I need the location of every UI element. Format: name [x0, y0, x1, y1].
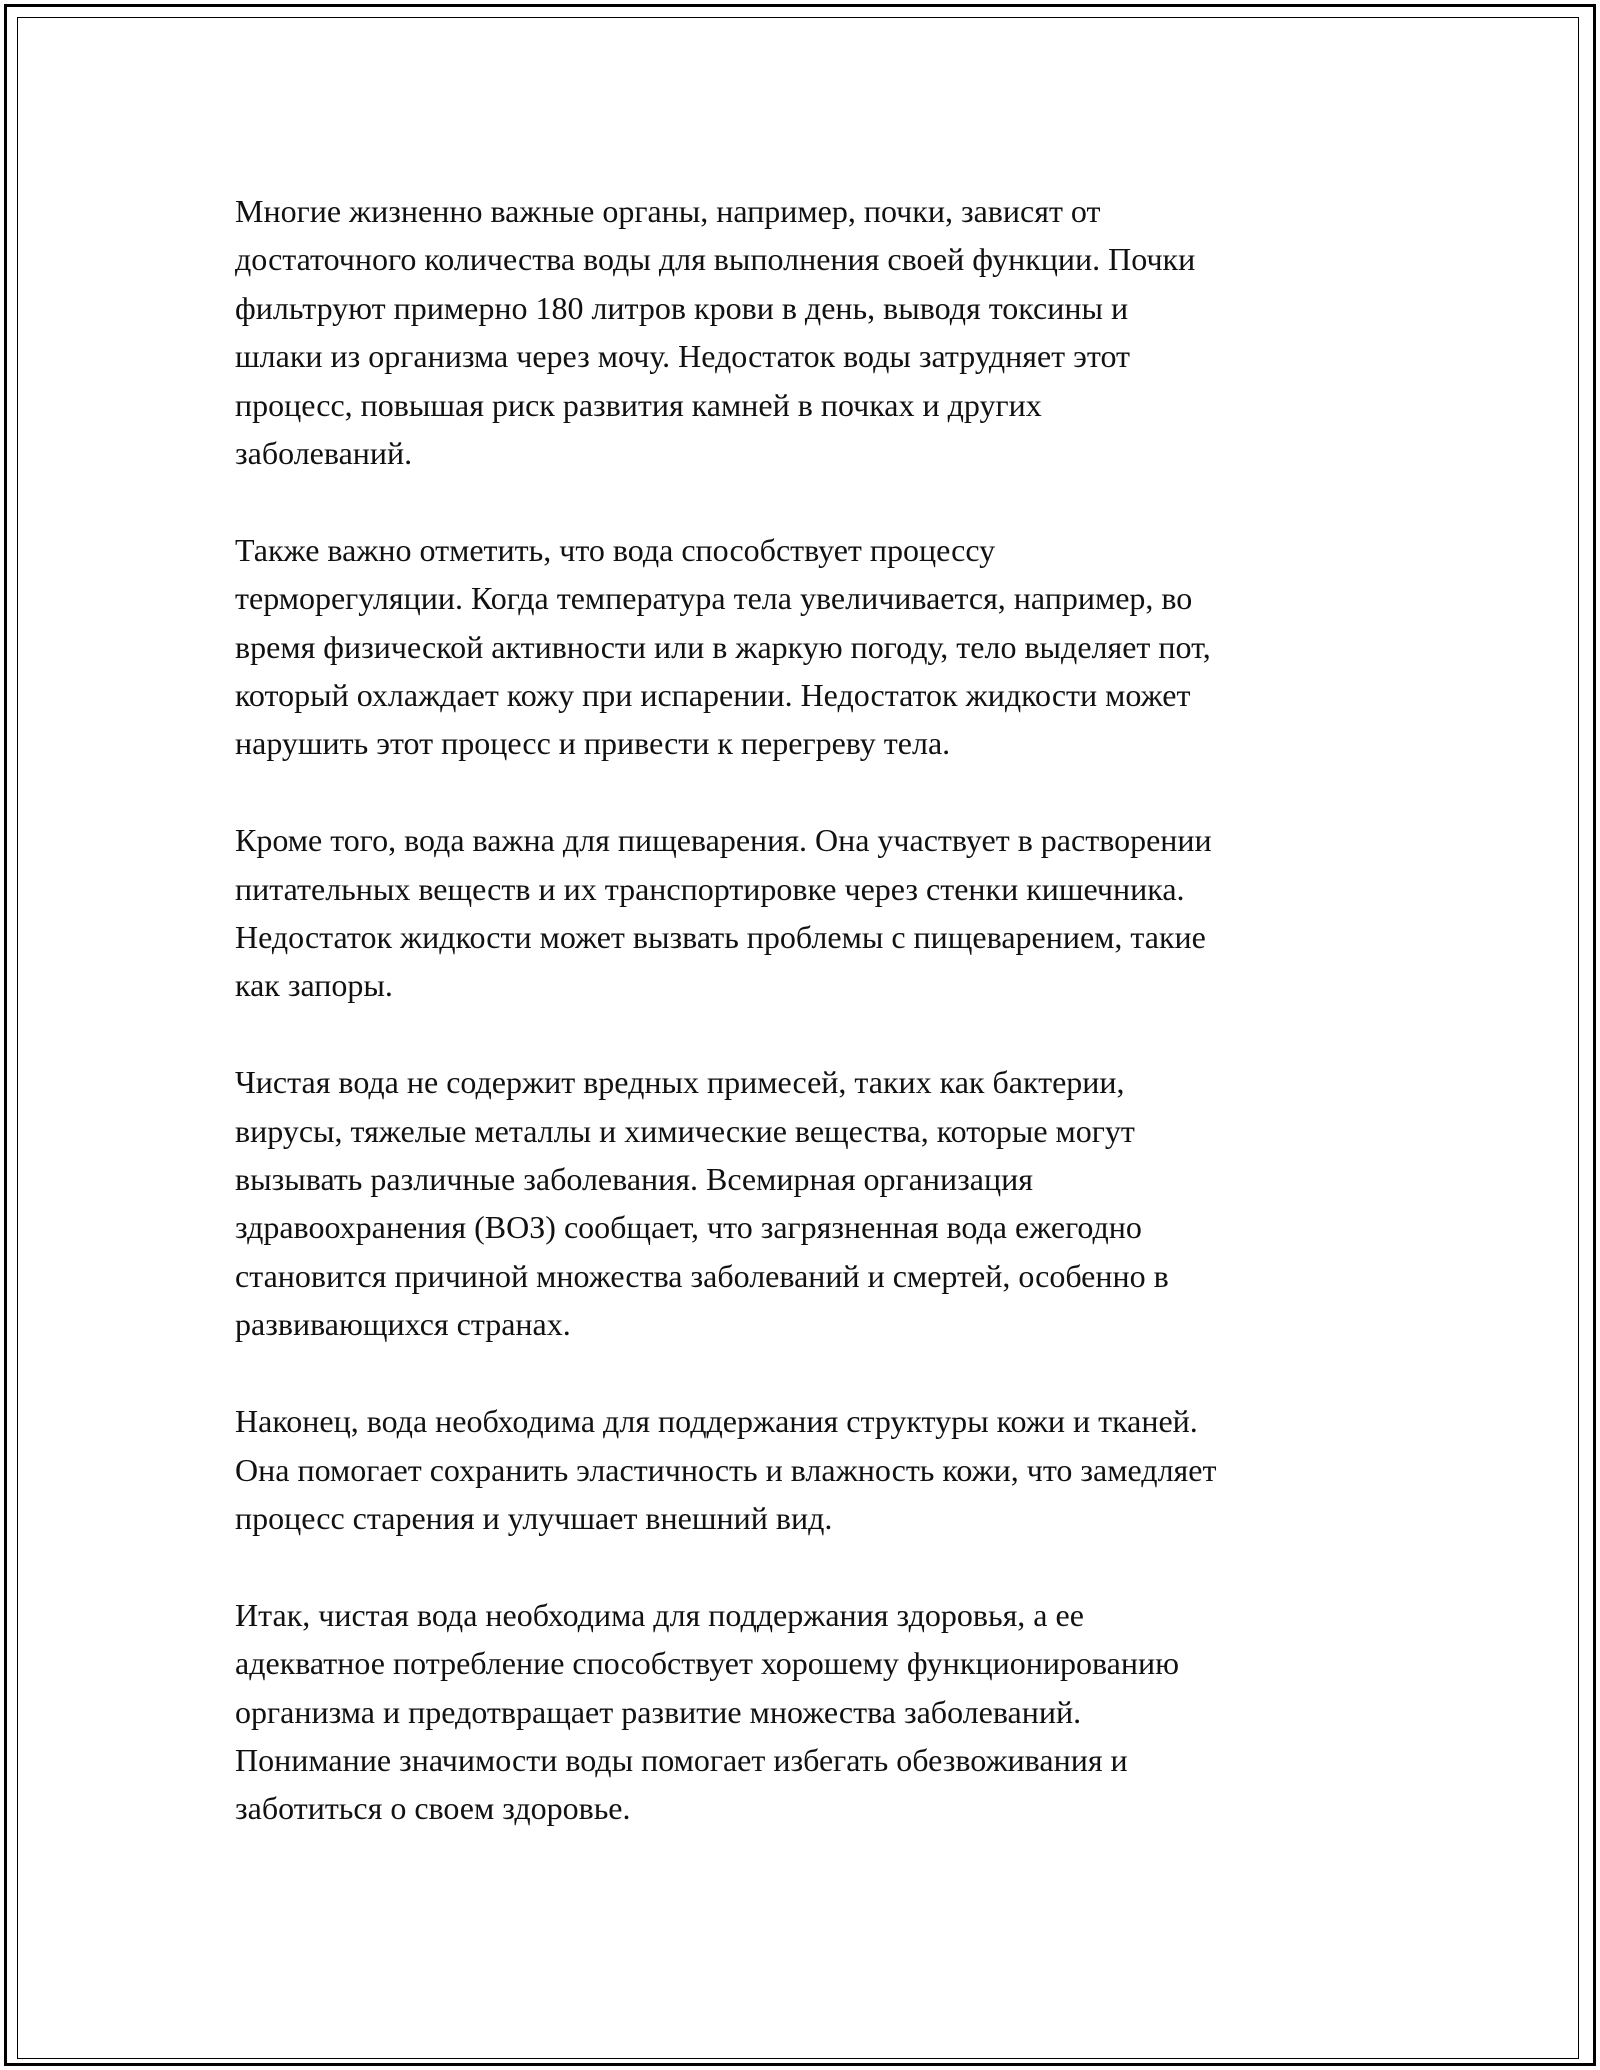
text-line: Недостаток жидкости может вызвать проблемы с пищеварением, такие [235, 919, 1206, 956]
text-line: процесс, повышая риск развития камней в почках и других [235, 386, 1042, 423]
text-line: который охлаждает кожу при испарении. Недостаток жидкости может [235, 677, 1191, 714]
text-line: вызывать различные заболевания. Всемирная организация [235, 1161, 1033, 1198]
paragraph-digestion [235, 816, 1375, 1010]
document-body [235, 187, 1375, 1881]
text-line: достаточного количества воды для выполнения своей функции. Почки [235, 241, 1196, 278]
paragraph-clean-water [235, 1058, 1375, 1348]
text-line: организма и предотвращает развитие множества заболеваний. [235, 1693, 1082, 1730]
text-line: терморегуляции. Когда температура тела увеличивается, например, во [235, 580, 1193, 617]
text-line: Многие жизненно важные органы, например, почки, зависят от [235, 193, 1101, 229]
text-line: развивающихся странах. [235, 1306, 571, 1343]
text-line: процесс старения и улучшает внешний вид. [235, 1499, 833, 1536]
text-line: как запоры. [235, 967, 393, 1004]
paragraph-kidneys [235, 187, 1375, 477]
text-line: шлаки из организма через мочу. Недостаток воды затрудняет этот [235, 338, 1130, 375]
paragraph-conclusion [235, 1591, 1375, 1833]
text-line: Чистая вода не содержит вредных примесей, таких как бактерии, [235, 1064, 1125, 1101]
text-line: вирусы, тяжелые металлы и химические вещества, которые могут [235, 1112, 1135, 1149]
text-line: время физической активности или в жаркую погоду, тело выделяет пот, [235, 628, 1211, 665]
text-line: адекватное потребление способствует хорошему функционированию [235, 1645, 1179, 1682]
text-line: Понимание значимости воды помогает избегать обезвоживания и [235, 1741, 1128, 1778]
text-line: Кроме того, вода важна для пищеварения. Она участвует в растворении [235, 822, 1212, 859]
text-line: нарушить этот процесс и привести к перегреву тела. [235, 725, 951, 762]
text-line: заболеваний. [235, 435, 413, 472]
text-line: здравоохранения (ВОЗ) сообщает, что загрязненная вода ежегодно [235, 1209, 1142, 1246]
text-line: становится причиной множества заболеваний и смертей, особенно в [235, 1257, 1169, 1294]
text-line: заботиться о своем здоровье. [235, 1790, 631, 1827]
text-line: фильтруют примерно 180 литров крови в день, выводя токсины и [235, 289, 1129, 326]
text-line: Она помогает сохранить эластичность и влажность кожи, что замедляет [235, 1451, 1217, 1488]
text-line: питательных веществ и их транспортировке через стенки кишечника. [235, 870, 1185, 907]
paragraph-skin [235, 1397, 1375, 1542]
text-line: Итак, чистая вода необходима для поддержания здоровья, а ее [235, 1596, 1084, 1633]
paragraph-thermoregulation [235, 526, 1375, 768]
text-line: Наконец, вода необходима для поддержания структуры кожи и тканей. [235, 1403, 1198, 1440]
text-line: Также важно отметить, что вода способствует процессу [235, 531, 996, 568]
